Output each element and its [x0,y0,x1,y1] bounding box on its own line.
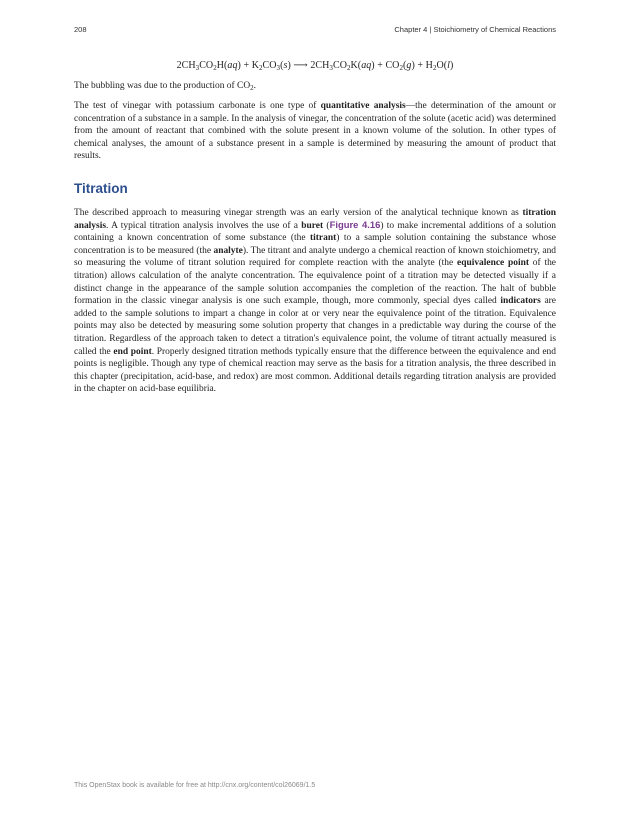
term-equivalence-point: equivalence point [457,258,529,269]
figure-link[interactable]: Figure 4.16 [329,219,381,231]
paragraph-quantitative-analysis: The test of vinegar with potassium carbonate is one type of quantitative analysis—the determination of the amount or concentration of a substance in a sample. In the analysis of vinegar, the concentration of the solute (acetic acid) was determined from the amount of reactant that combined with the solute present in a known volume of the solution. In other types of chemical analyses, the amount of a substance present in a sample is determined by measuring the amount of product that results. [74,101,556,162]
paragraph-titration: The described approach to measuring vinegar strength was an early version of the analytical technique known as titration analysis. A typical titration analysis involves the use of a buret (Figure 4.16) to make incremental additions of a solution containing a known concentration of some substance (the titrant) to a sample solution containing the substance whose concentration is to be measured (the analyte). The titrant and analyte undergo a chemical reaction of known stoichiometry, and so measuring the volume of titrant solution required for complete reaction with the analyte (the equivalence point of the titration) allows calculation of the analyte concentration. The equivalence point of a titration may be detected visually if a distinct change in the appearance of the sample solution accompanies the completion of the reaction. The halt of bubble formation in the classic vinegar analysis is one such example, though, more commonly, special dyes called indicators are added to the sample solutions to impart a change in color at or very near the equivalence point of the titration. Equivalence points may also be detected by measuring some solution property that changes in a predictable way during the course of the titration. Regardless of the approach taken to detect a titration's equivalence point, the volume of titrant actually measured is called the end point. Properly designed titration methods typically ensure that the difference between the equivalence and end points is negligible. Though any type of chemical reaction may serve as the basis for a titration analysis, the three described in this chapter (precipitation, acid-base, and redox) are most common. Additional details regarding titration analysis are provided in the chapter on acid-base equilibria. [74,208,557,395]
running-head: Chapter 4 | Stoichiometry of Chemical Reactions [394,25,556,34]
term-analyte: analyte [213,245,243,256]
section-title: Titration [74,181,128,196]
page-header [74,25,556,37]
term-buret: buret [301,220,324,231]
term-end-point: end point [113,346,152,357]
term-titrant: titrant [310,233,337,244]
chemical-equation: $2CH_3CO_2H(aq) + K_2CO_3(s)$ ⟶ $2CH_3CO_2K(aq) + CO_2(g) + H_2O(l)$ [176,60,454,72]
page-footer: This OpenStax book is available for free at http://cnx.org/content/col26069/1.5 [74,782,316,789]
term-titration-analysis: titration analysis [74,208,556,231]
paragraph-bubbling: The bubbling was due to the production of $CO_2$. [74,81,256,92]
page-number: 208 [74,25,87,34]
term-indicators: indicators [500,296,541,307]
term-quantitative-analysis: quantitative analysis [320,101,406,111]
reaction-arrow-icon: ⟶ [293,60,308,71]
